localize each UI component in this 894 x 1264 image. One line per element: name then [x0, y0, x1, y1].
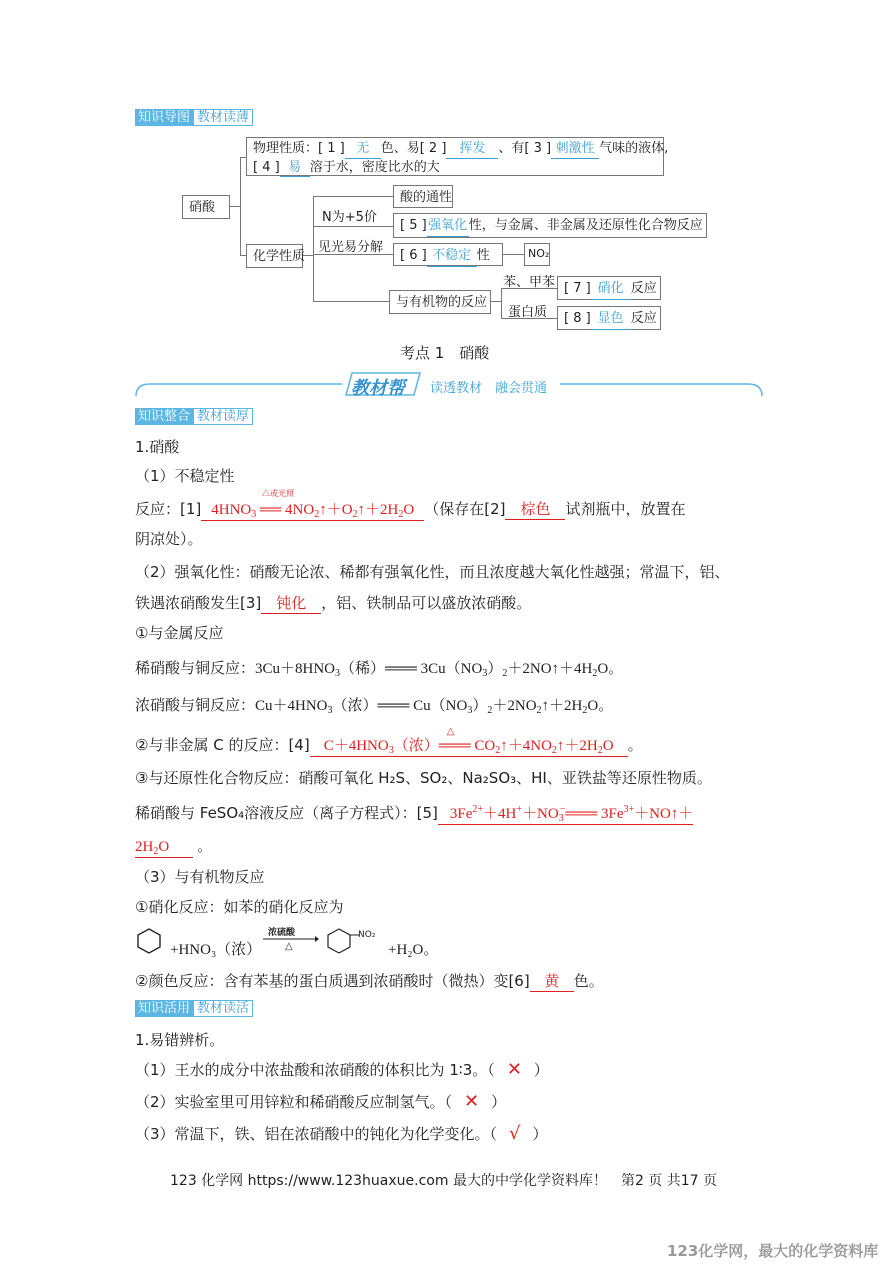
answer-6: 黄 — [530, 970, 574, 992]
answer-equation-5: $3Fe^{2+}+4H^++NO_3^-═══$ $3Fe^{3+}+NO↑+$ — [438, 802, 693, 825]
answer-5: 强氧化 — [427, 216, 469, 237]
tag-sub-label: 教材读活 — [193, 1000, 253, 1017]
map-unstable: [ 6 ] 不稳定 性 — [393, 243, 503, 266]
map-color-reaction: [ 8 ] 显色 反应 — [557, 306, 661, 330]
map-oxidizing: [ 5 ]强氧化 性，与金属、非金属及还原性化合物反应 — [393, 213, 707, 238]
reducing-compound-line: ③与还原性化合物反应：硝酸可氧化 H₂S、SO₂、Na₂SO₃、HI、亚铁盐等还原性物质。 — [135, 769, 712, 787]
banner-subtitle: 读透教材 融会贯通 — [430, 381, 548, 396]
answer-3: 刺激性 — [551, 140, 599, 159]
answer-equation-5-cont: $2H_2O$ — [135, 839, 193, 858]
nitration-product: +H₂O。 — [388, 942, 439, 958]
tag-sub-label: 教材读厚 — [193, 408, 253, 425]
answer-4: 易 — [280, 159, 310, 178]
map-chemical-properties: 化学性质 — [246, 244, 303, 268]
answer-3: 钝化 — [261, 592, 321, 614]
item-metal-reaction: ①与金属反应 — [135, 624, 224, 642]
tag-label: 知识整合 — [135, 408, 193, 425]
page-footer: 123 化学网 https://www.123huaxue.com 最大的中学化学资料库！ 第2 页 共17 页 — [170, 1173, 718, 1189]
cross-icon: ✕ — [506, 1059, 522, 1080]
practice-item: （1）王水的成分中浓盐酸和浓硝酸的体积比为 1∶3。（ ✕ ） — [135, 1059, 549, 1080]
check-icon: √ — [509, 1123, 521, 1144]
catalyst-label: 浓硫酸 — [268, 928, 296, 938]
map-root: 硝酸 — [182, 195, 230, 219]
tag-sub-label: 教材读薄 — [193, 109, 253, 126]
conc-copper-equation: 浓硝酸与铜反应：$Cu+4HNO_3$（浓）═══ $Cu(NO_3)_2+2NO_2↑+2H_2O$。 — [135, 696, 614, 716]
nitro-group-label: NO₂ — [358, 930, 376, 940]
label-n5: N为+5价 — [322, 210, 377, 225]
answer-6: 不稳定 — [427, 246, 477, 267]
answer-2: 挥发 — [446, 140, 498, 159]
practice-item: （3）常温下，铁、铝在浓硝酸中的钝化为化学变化。（ √ ） — [135, 1123, 548, 1144]
subsection-oxidizing: （2）强氧化性：硝酸无论浓、稀都有强氧化性，而且浓度越大氧化性越强；常温下，铝、 — [135, 563, 730, 581]
nitration-reagent: +HNO₃（浓） — [170, 942, 262, 958]
ferrous-reaction-line-2: $2H_2O$ 。 — [135, 837, 213, 857]
ferrous-reaction-line: 稀硝酸与 FeSO₄溶液反应（离子方程式）：[5] $3Fe^{2+}+4H^++NO_3^-═══$ $3Fe^{3+}+NO↑+$ — [135, 804, 694, 824]
subsection-organic: （3）与有机物反应 — [135, 868, 265, 886]
tag-label: 知识导图 — [135, 109, 193, 126]
label-protein: 蛋白质 — [508, 305, 548, 320]
answer-1: 无 — [345, 140, 381, 159]
item-nitration: ①硝化反应：如苯的硝化反应为 — [135, 898, 344, 916]
benzene-icon — [136, 927, 162, 955]
tag-knowledge-map — [135, 109, 253, 126]
subsection-instability: （1）不稳定性 — [135, 467, 235, 485]
tag-knowledge-application — [135, 1000, 253, 1017]
banner-title: 教材帮 — [351, 378, 405, 399]
tag-label: 知识活用 — [135, 1000, 193, 1017]
map-physical-properties: 物理性质：[ 1 ] 无 色、易[ 2 ] 挥发 、有[ 3 ] 刺激性 气味的液体, [ 4 ] 易 溶于水，密度比水的大 — [246, 137, 664, 176]
practice-item: （2）实验室里可用锌粒和稀硝酸反应制氢气。（ ✕ ） — [135, 1091, 507, 1112]
answer-7: 硝化 — [591, 279, 631, 300]
color-reaction-line: ②颜色反应：含有苯基的蛋白质遇到浓硝酸时（微热）变[6] 黄 色。 — [135, 972, 604, 990]
phys-label: 物理性质： — [253, 141, 319, 156]
passivation-line: 铁遇浓硝酸发生[3] 钝化 ，铝、铁制品可以盛放浓硝酸。 — [135, 594, 532, 612]
answer-equation-1: $4HNO_3$ △或光照 ══ $4NO_2↑+O_2↑+2H_2O$ — [201, 498, 424, 521]
heat-label: △ — [285, 941, 293, 952]
answer-8: 显色 — [591, 309, 631, 330]
reaction-1-line: 反应：[1] $4HNO_3$ △或光照 ══ $4NO_2↑+O_2↑+2H_2O$ （保存在[2] 棕色 试剂瓶中，放置在 — [135, 489, 686, 520]
carbon-reaction-line: ②与非金属 C 的反应：[4] $C+4HNO_3$（浓） △ ═══ $CO_2↑+4NO_2↑+2H_2O$ 。 — [135, 726, 643, 756]
label-decompose: 见光易分解 — [318, 240, 384, 255]
tag-knowledge-integration — [135, 408, 253, 425]
cross-icon: ✕ — [464, 1091, 480, 1112]
map-acid-general: 酸的通性 — [393, 185, 453, 208]
map-organic: 与有机物的反应 — [389, 290, 491, 314]
section-nitric-acid: 1.硝酸 — [135, 438, 180, 456]
label-benzene: 苯、甲苯 — [503, 275, 556, 290]
answer-2: 棕色 — [505, 498, 565, 520]
dilute-copper-equation: 稀硝酸与铜反应：$3Cu+8HNO_3$（稀）═══ $3Cu(NO_3)_2+2NO↑+4H_2O$。 — [135, 659, 624, 679]
map-no2: NO₂ — [524, 243, 550, 266]
reaction-1-line-2: 阴凉处）。 — [135, 530, 203, 548]
section-heading: 考点 1 硝酸 — [400, 344, 490, 362]
practice-title: 1.易错辨析。 — [135, 1031, 225, 1049]
watermark: 123化学网，最大的化学资料库 — [667, 1242, 879, 1260]
map-nitration: [ 7 ] 硝化 反应 — [557, 276, 661, 300]
answer-equation-4: $C+4HNO_3$（浓） △ ═══ $CO_2↑+4NO_2↑+2H_2O$ — [310, 734, 628, 757]
